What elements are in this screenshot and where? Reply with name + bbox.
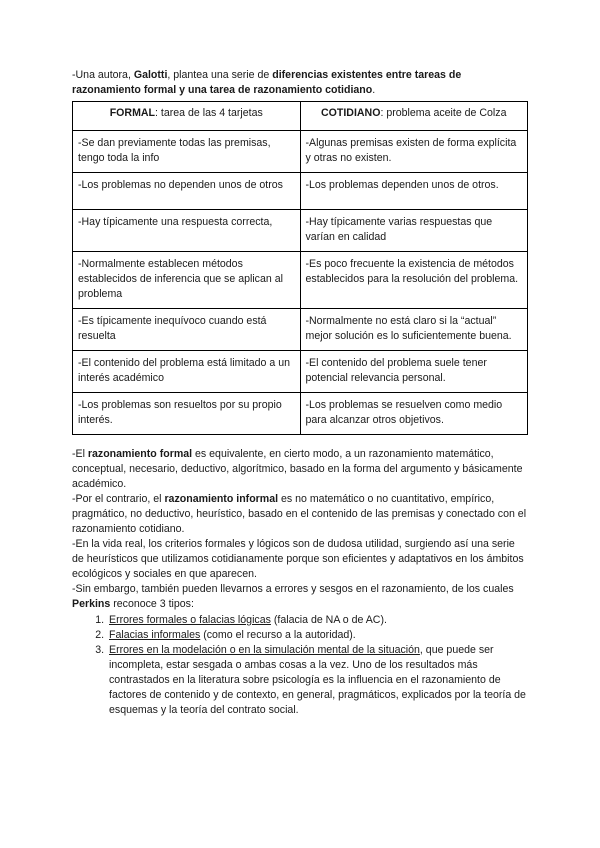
intro-author: Galotti [133, 69, 168, 81]
cotidiano-header: COTIDIANO [321, 107, 381, 119]
author-perkins: Perkins [72, 598, 111, 610]
intro-paragraph [72, 68, 528, 98]
term-razonamiento-informal: razonamiento informal [164, 493, 279, 505]
table-row [73, 210, 528, 252]
table-row [73, 351, 528, 393]
table-header-row [73, 102, 528, 131]
formal-cell: -Los problemas no dependen unos de otros [73, 173, 301, 210]
body-text [72, 447, 528, 718]
table-row [73, 309, 528, 351]
document-page [72, 68, 528, 718]
cotidiano-cell: -Los problemas se resuelven como medio para alcanzar otros objetivos. [300, 393, 528, 435]
formal-header-cell [73, 102, 301, 131]
formal-cell: -Es típicamente inequívoco cuando está resuelta [73, 309, 301, 351]
cotidiano-cell: -Es poco frecuente la existencia de métodos establecidos para la resolución del problema. [300, 252, 528, 309]
cotidiano-cell: -Hay típicamente varias respuestas que varían en calidad [300, 210, 528, 252]
cotidiano-cell: -Algunas premisas existen de forma explícita y otras no existen. [300, 131, 528, 173]
list-item [107, 643, 528, 718]
paragraph-vida-real: -En la vida real, los criterios formales y lógicos son de dudosa utilidad, surgiendo así una serie de heurísticos que utilizamos cotidianamente porque son eficientes y adaptativos en los ámbitos ecológicos y sociales en que aparecen. [72, 538, 524, 580]
list-item-text: (como el recurso a la autoridad). [200, 629, 356, 641]
list-item [107, 613, 528, 628]
text-run: es no matemático o no cuantitativo, empírico, pragmático, no deductivo, heurístico, basado en el contenido de las premisas y conectado con el razonamiento cotidiano. [72, 493, 527, 535]
formal-cell: -Hay típicamente una respuesta correcta, [73, 210, 301, 252]
paragraph-informal [72, 492, 528, 537]
formal-subheader: : tarea de las 4 tarjetas [155, 107, 263, 119]
cotidiano-cell: -Normalmente no está claro si la “actual” mejor solución es lo suficientemente buena. [300, 309, 528, 351]
list-item-text: , que puede ser incompleta, estar sesgada o ambas cosas a la vez. Uno de los resultados más contrastados en la literatura sobre psicología es la influencia en el razonamiento de factores de contenido y de contexto, en general, pragmáticos, explicados por la teoría de esquemas y la teoría del contrato social. [109, 644, 526, 716]
formal-cell: -Normalmente establecen métodos establecidos de inferencia que se aplican al problema [73, 252, 301, 309]
cotidiano-subheader: : problema aceite de Colza [380, 107, 507, 119]
list-item-underlined: Errores formales o falacias lógicas [109, 614, 271, 626]
intro-text: . [372, 84, 376, 96]
error-types-list [72, 613, 528, 718]
intro-bold-phrase: diferencias existentes entre tareas de razonamiento formal y una tarea de razonamiento cotidiano [72, 69, 462, 96]
list-item [107, 628, 528, 643]
text-run: -Sin embargo, también pueden llevarnos a errores y sesgos en el razonamiento, de los cuales [72, 583, 514, 595]
cotidiano-cell: -El contenido del problema suele tener potencial relevancia personal. [300, 351, 528, 393]
list-item-underlined: Errores en la modelación o en la simulación mental de la situación [109, 644, 420, 656]
intro-text: -Una autora, [72, 69, 134, 81]
paragraph-sesgos [72, 582, 528, 612]
formal-cell: -Los problemas son resueltos por su propio interés. [73, 393, 301, 435]
intro-text: , plantea una serie de [167, 69, 273, 81]
table-row [73, 131, 528, 173]
formal-cell: -El contenido del problema está limitado a un interés académico [73, 351, 301, 393]
comparison-table [72, 101, 528, 435]
text-run: -Por el contrario, el [72, 493, 165, 505]
list-item-text: (falacia de NA o de AC). [270, 614, 387, 626]
formal-cell: -Se dan previamente todas las premisas, tengo toda la info [73, 131, 301, 173]
table-row [73, 173, 528, 210]
text-run: es equivalente, en cierto modo, a un razonamiento matemático, conceptual, necesario, deductivo, algorítmico, basado en la forma del argumento y básicamente académico. [72, 448, 523, 490]
term-razonamiento-formal: razonamiento formal [87, 448, 193, 460]
table-row [73, 252, 528, 309]
text-run: reconoce 3 tipos: [110, 598, 194, 610]
table-row [73, 393, 528, 435]
list-item-underlined: Falacias informales [109, 629, 201, 641]
cotidiano-cell: -Los problemas dependen unos de otros. [300, 173, 528, 210]
cotidiano-header-cell [300, 102, 528, 131]
paragraph-formal [72, 447, 528, 492]
formal-header: FORMAL [109, 107, 156, 119]
text-run: -El [72, 448, 88, 460]
